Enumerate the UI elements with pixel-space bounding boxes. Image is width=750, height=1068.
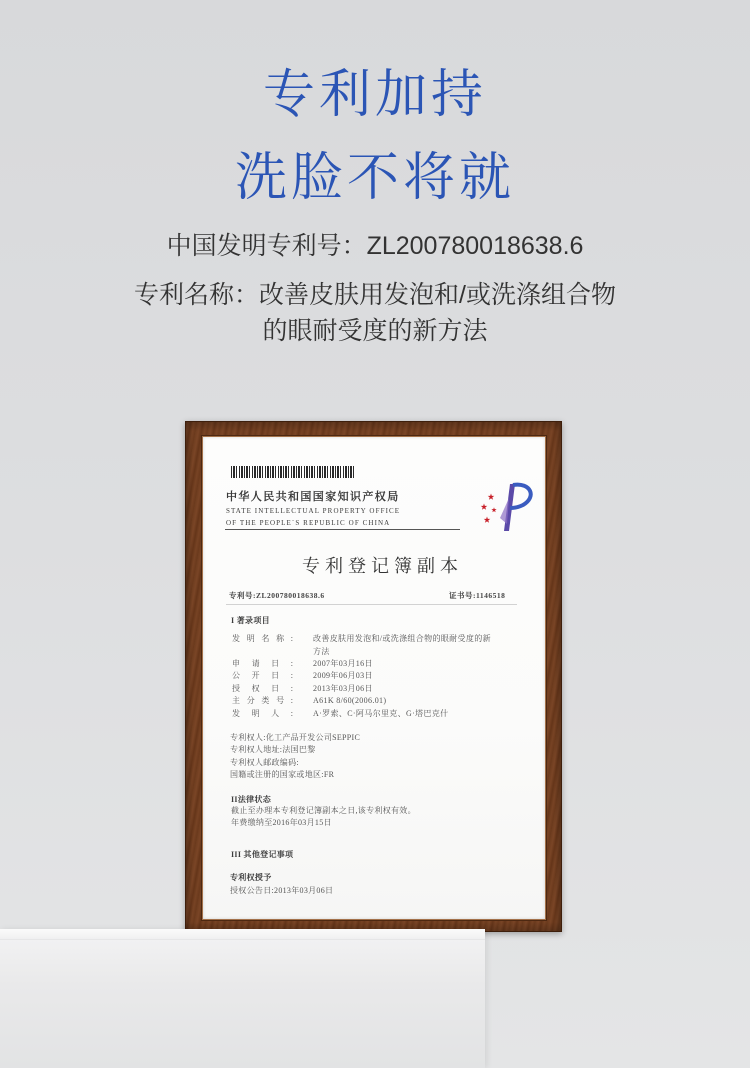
patentee-postcode-line: 专利权人邮政编码: xyxy=(230,758,299,767)
field-label-filing-date: 申请日: xyxy=(232,659,293,668)
section3-title: III 其他登记事项 xyxy=(231,850,294,859)
field-value-grant-date: 2013年03月06日 xyxy=(313,684,373,693)
field-value-inventors: A·罗索、C·阿马尔里克、G·塔巴克什 xyxy=(313,709,449,718)
grant-announcement-line: 授权公告日:2013年03月06日 xyxy=(230,886,334,895)
certificate-frame xyxy=(185,421,562,932)
section2-title: II法律状态 xyxy=(231,795,272,804)
certificate-no: 证书号:1146518 xyxy=(449,591,506,600)
display-pedestal xyxy=(0,929,485,1068)
star-icon xyxy=(491,507,496,512)
star-icon xyxy=(484,517,491,523)
star-icon xyxy=(481,504,488,510)
patent-number-text: 中国发明专利号：ZL200780018638.6 xyxy=(166,232,584,260)
section1-title: I 著录项目 xyxy=(231,616,270,625)
patent-name-line1: 专利名称：改善皮肤用发泡和/或洗涤组合物 xyxy=(134,281,616,309)
patentee-line: 专利权人:化工产品开发公司SEPPIC xyxy=(230,733,361,742)
number-divider xyxy=(226,604,517,605)
field-value-invention-name-cont: 方法 xyxy=(313,647,330,656)
office-name-cn: 中华人民共和国国家知识产权局 xyxy=(226,491,400,503)
field-label-inventors: 发明人: xyxy=(232,709,293,718)
headline-line2: 洗脸不将就 xyxy=(234,148,515,208)
barcode xyxy=(231,466,355,478)
field-label-publication-date: 公开日: xyxy=(232,671,293,680)
office-name-en-line2: OF THE PEOPLE`S REPUBLIC OF CHINA xyxy=(226,519,391,527)
patent-name-line2: 的眼耐受度的新方法 xyxy=(262,317,488,345)
field-label-classification: 主分类号: xyxy=(232,696,293,705)
patentee-address-line: 专利权人地址:法国巴黎 xyxy=(230,745,316,754)
sipo-logo-icon xyxy=(476,478,538,533)
pedestal-top-face xyxy=(0,929,485,940)
annual-fee-line: 年费缴纳至2016年03月15日 xyxy=(231,818,332,827)
field-value-filing-date: 2007年03月16日 xyxy=(313,659,373,668)
field-label-grant-date: 授权日: xyxy=(232,684,293,693)
star-icon xyxy=(488,494,495,500)
headline-line1: 专利加持 xyxy=(262,65,487,125)
certificate-title: 专利登记簿副本 xyxy=(302,556,463,576)
patent-no: 专利号:ZL200780018638.6 xyxy=(229,591,325,600)
header-divider xyxy=(225,529,460,530)
office-name-en-line1: STATE INTELLECTUAL PROPERTY OFFICE xyxy=(226,507,401,515)
certificate-paper xyxy=(203,437,545,919)
field-label-invention-name: 发明名称: xyxy=(232,634,293,643)
legal-status-line: 截止至办理本专利登记簿副本之日,该专利权有效。 xyxy=(231,806,416,815)
field-value-invention-name: 改善皮肤用发泡和/或洗涤组合物的眼耐受度的新 xyxy=(313,634,491,643)
grant-title: 专利权授予 xyxy=(230,873,272,882)
field-value-classification: A61K 8/60(2006.01) xyxy=(313,696,387,705)
field-value-publication-date: 2009年06月03日 xyxy=(313,671,373,680)
patentee-country-line: 国籍或注册的国家或地区:FR xyxy=(230,770,335,779)
